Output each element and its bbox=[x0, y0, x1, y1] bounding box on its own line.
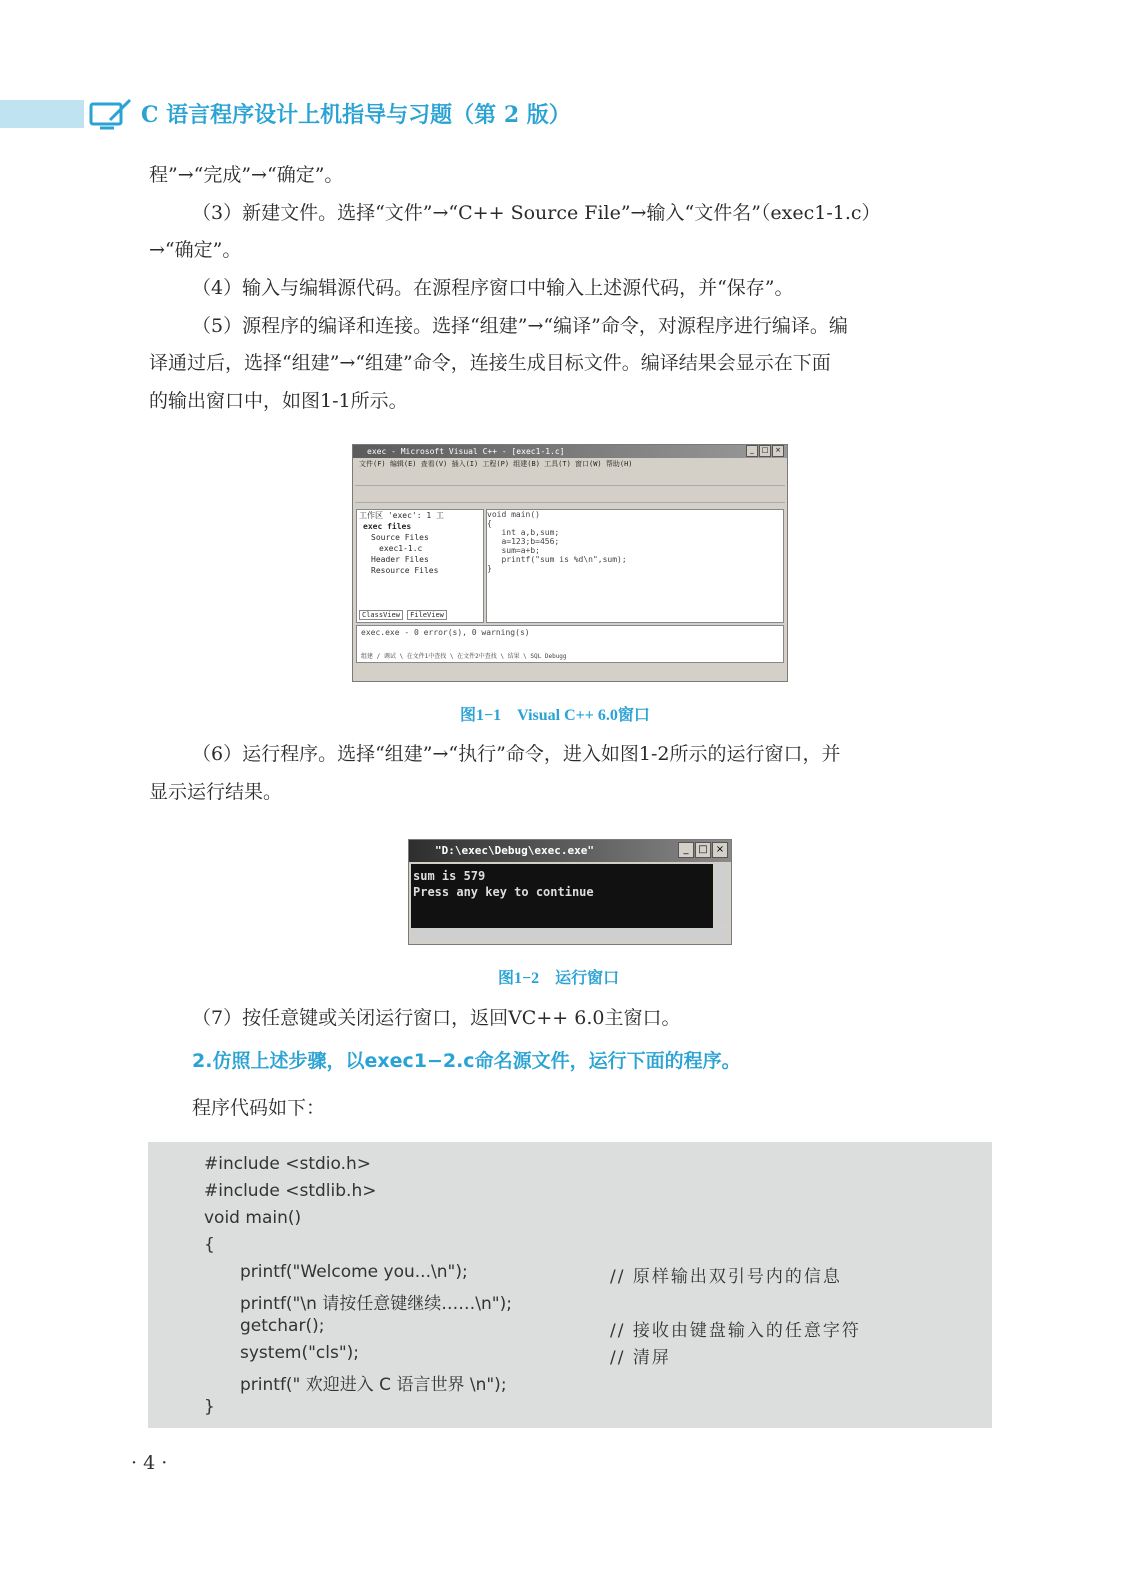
tree-item: Resource Files bbox=[371, 566, 439, 575]
console-horizontal-scrollbar bbox=[411, 928, 729, 942]
tree-item: Source Files bbox=[371, 533, 429, 542]
page-number: · 4 · bbox=[131, 1452, 168, 1474]
code-comment: // 原样输出双引号内的信息 bbox=[610, 1267, 842, 1287]
tab-classview: ClassView bbox=[359, 610, 403, 620]
code-line: } bbox=[204, 1397, 215, 1417]
code-line: printf("\n 请按任意键继续……\n"); bbox=[240, 1294, 512, 1314]
tree-item: exec1-1.c bbox=[379, 544, 423, 553]
page-header-title: C 语言程序设计上机指导与习题（第 2 版） bbox=[141, 102, 571, 128]
maximize-icon: □ bbox=[759, 445, 771, 457]
paragraph: 译通过后，选择“组建”→“组建”命令，连接生成目标文件。编译结果会显示在下面 bbox=[149, 352, 831, 374]
minimize-icon: _ bbox=[746, 445, 758, 457]
paragraph: 程”→“完成”→“确定”。 bbox=[149, 164, 344, 186]
vc-wizard-bar bbox=[355, 489, 785, 503]
console-vertical-scrollbar bbox=[715, 864, 729, 926]
figure1-caption: 图1−1 Visual C++ 6.0窗口 bbox=[460, 707, 650, 724]
paragraph-step4: （4）输入与编辑源代码。在源程序窗口中输入上述源代码，并“保存”。 bbox=[192, 277, 794, 299]
code-block bbox=[148, 1142, 992, 1428]
code-comment: // 接收由键盘输入的任意字符 bbox=[610, 1321, 861, 1341]
vc-output-window bbox=[356, 625, 784, 663]
vc-source-editor: void main() { int a,b,sum; a=123;b=456; sum=a+b; printf("sum is %d\n",sum); } bbox=[486, 509, 784, 623]
tree-item: 工作区 'exec': 1 工 bbox=[359, 511, 444, 520]
minimize-icon: _ bbox=[678, 842, 694, 858]
monitor-pen-icon bbox=[88, 98, 132, 132]
console-output: sum is 579 Press any key to continue bbox=[411, 864, 713, 930]
code-line: void main() bbox=[204, 1208, 302, 1228]
vc-menu-bar: 文件(F) 编辑(E) 查看(V) 插入(I) 工程(P) 组建(B) 工具(T) 窗口(W) 帮助(H) bbox=[359, 460, 633, 468]
code-line: getchar(); bbox=[240, 1316, 325, 1336]
tree-item: Header Files bbox=[371, 555, 429, 564]
vc-title-bar: exec - Microsoft Visual C++ - [exec1-1.c] bbox=[353, 445, 787, 458]
code-line: printf("Welcome you...\n"); bbox=[240, 1262, 468, 1282]
paragraph: 显示运行结果。 bbox=[149, 781, 283, 803]
close-icon: × bbox=[772, 445, 784, 457]
vc-output-tabs: 组建 / 调试 \ 在文件1中查找 \ 在文件2中查找 \ 结果 \ SQL Debugg bbox=[361, 653, 567, 660]
code-line: #include <stdio.h> bbox=[204, 1154, 372, 1174]
vc-output-text: exec.exe - 0 error(s), 0 warning(s) bbox=[361, 628, 530, 637]
tree-item: exec files bbox=[363, 522, 412, 531]
maximize-icon: □ bbox=[695, 842, 711, 858]
vc-window-controls bbox=[746, 445, 784, 457]
code-line: system("cls"); bbox=[240, 1343, 360, 1363]
vc-workspace-tree bbox=[356, 509, 484, 623]
figure-vc-window bbox=[352, 444, 788, 682]
paragraph: 的输出窗口中，如图1-1所示。 bbox=[149, 390, 408, 412]
paragraph-step7: （7）按任意键或关闭运行窗口，返回VC++ 6.0主窗口。 bbox=[192, 1007, 681, 1029]
paragraph: →“确定”。 bbox=[149, 239, 242, 261]
paragraph-step3: （3）新建文件。选择“文件”→“C++ Source File”→输入“文件名”（exec1-1.c） bbox=[192, 202, 881, 224]
code-line: printf(" 欢迎进入 C 语言世界 \n"); bbox=[240, 1375, 507, 1395]
vc-toolbar bbox=[355, 472, 785, 486]
paragraph-step6: （6）运行程序。选择“组建”→“执行”命令，进入如图1-2所示的运行窗口，并 bbox=[192, 743, 841, 765]
code-line: { bbox=[204, 1235, 215, 1255]
code-intro: 程序代码如下： bbox=[192, 1097, 326, 1119]
console-title-bar: "D:\exec\Debug\exec.exe" bbox=[409, 840, 731, 862]
close-icon: × bbox=[712, 842, 728, 858]
code-line: #include <stdlib.h> bbox=[204, 1181, 377, 1201]
code-comment: // 清屏 bbox=[610, 1348, 671, 1368]
step2-heading: 2.仿照上述步骤，以exec1−2.c命名源文件，运行下面的程序。 bbox=[192, 1050, 741, 1072]
figure-console-window bbox=[408, 839, 732, 945]
figure2-caption: 图1−2 运行窗口 bbox=[498, 970, 620, 987]
console-window-controls bbox=[678, 842, 728, 858]
header-band bbox=[0, 100, 84, 128]
paragraph-step5: （5）源程序的编译和连接。选择“组建”→“编译”命令，对源程序进行编译。编 bbox=[192, 315, 848, 337]
tab-fileview: FileView bbox=[407, 610, 447, 620]
